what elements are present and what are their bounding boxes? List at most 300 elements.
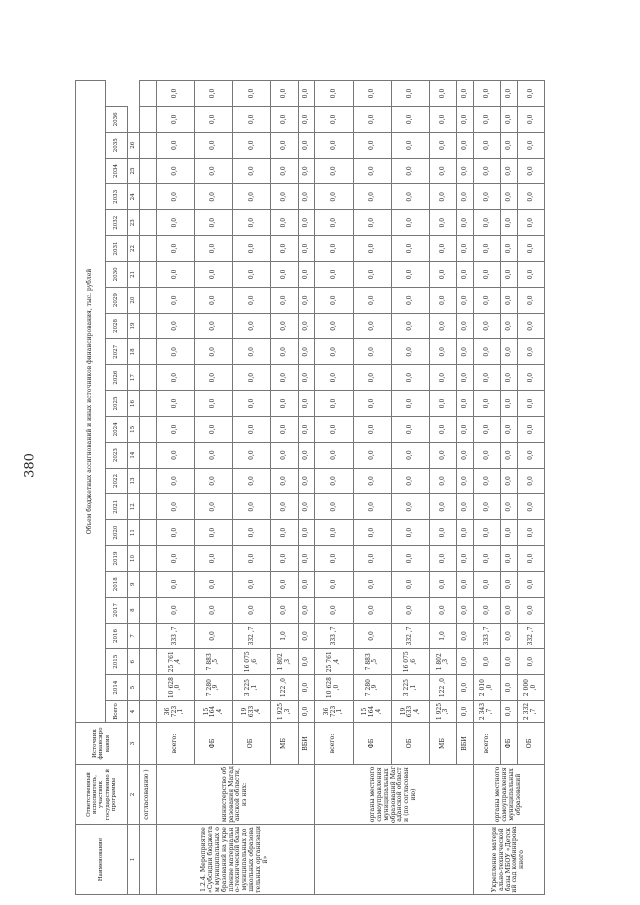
cell-source: ОБ — [517, 723, 544, 765]
cell-value: 0,0 — [473, 132, 500, 158]
cell-value: 0,0 — [315, 236, 353, 262]
cell-value: 0,0 — [430, 287, 457, 313]
header-year: 2029 — [106, 287, 128, 313]
cell-value — [140, 158, 157, 184]
cell-value: 332 ,7 — [233, 623, 271, 649]
cell-value — [140, 675, 157, 701]
cell-value: 122 ,0 — [430, 675, 457, 701]
cell-value: 0,0 — [391, 365, 429, 391]
cell-value: 0,0 — [194, 158, 232, 184]
cell-source: ВБИ — [457, 723, 474, 765]
cell-value: 0,0 — [457, 623, 474, 649]
cell-value: 0,0 — [517, 494, 544, 520]
cell-value — [140, 313, 157, 339]
cell-value: 0,0 — [391, 80, 429, 106]
cell-value: 0,0 — [517, 416, 544, 442]
header-source: Источник финансиро вания — [76, 723, 128, 765]
cell-value: 0,0 — [391, 132, 429, 158]
cell-value: 3 225 ,1 — [391, 675, 429, 701]
cell-value: 0,0 — [473, 339, 500, 365]
header-column-index: 25 — [128, 158, 140, 184]
cell-value: 0,0 — [233, 571, 271, 597]
cell-value: 0,0 — [501, 571, 518, 597]
cell-value: 0,0 — [156, 494, 194, 520]
cell-value: 0,0 — [233, 287, 271, 313]
cell-value: 0,0 — [271, 261, 298, 287]
header-column-index: 17 — [128, 365, 140, 391]
cell-total: 15 164 ,4 — [194, 701, 232, 723]
cell-value — [140, 416, 157, 442]
header-year: 2023 — [106, 442, 128, 468]
rotated-table-frame — [75, 55, 545, 895]
cell-value: 0,0 — [233, 80, 271, 106]
cell-value: 0,0 — [473, 158, 500, 184]
cell-value: 0,0 — [194, 287, 232, 313]
header-year: 2018 — [106, 571, 128, 597]
cell-value: 0,0 — [473, 546, 500, 572]
cell-value: 0,0 — [501, 184, 518, 210]
cell-value: 0,0 — [391, 287, 429, 313]
cell-value: 0,0 — [430, 313, 457, 339]
header-column-index: 2 — [128, 765, 140, 825]
cell-value: 333 ,7 — [473, 623, 500, 649]
cell-value: 0,0 — [298, 571, 315, 597]
cell-value: 0,0 — [501, 416, 518, 442]
cell-value: 2 010 ,0 — [473, 675, 500, 701]
cell-value: 1 802 ,3 — [271, 649, 298, 675]
cell-total: 0,0 — [298, 701, 315, 723]
cell-value: 0,0 — [233, 546, 271, 572]
cell-source: всего: — [315, 723, 353, 765]
header-year: 2016 — [106, 623, 128, 649]
header-column-index: 18 — [128, 339, 140, 365]
header-column-index: 6 — [128, 649, 140, 675]
header-year: 2036 — [106, 106, 128, 132]
cell-value: 0,0 — [457, 106, 474, 132]
cell-value: 0,0 — [391, 597, 429, 623]
cell-value: 0,0 — [194, 184, 232, 210]
cell-value: 0,0 — [315, 365, 353, 391]
cell-value: 0,0 — [457, 287, 474, 313]
cell-value: 0,0 — [156, 339, 194, 365]
cell-value — [140, 546, 157, 572]
header-column-index: 23 — [128, 210, 140, 236]
cell-value: 0,0 — [353, 391, 391, 417]
cell-value: 0,0 — [391, 494, 429, 520]
cell-source: всего: — [473, 723, 500, 765]
cell-value — [140, 210, 157, 236]
cell-value: 0,0 — [271, 132, 298, 158]
cell-value: 0,0 — [271, 571, 298, 597]
cell-value: 0,0 — [194, 571, 232, 597]
cell-value: 0,0 — [430, 546, 457, 572]
cell-value: 0,0 — [430, 520, 457, 546]
cell-value: 0,0 — [271, 416, 298, 442]
cell-value: 0,0 — [517, 339, 544, 365]
cell-value: 0,0 — [315, 132, 353, 158]
cell-value: 0,0 — [430, 391, 457, 417]
cell-value: 0,0 — [501, 520, 518, 546]
cell-value: 0,0 — [517, 442, 544, 468]
cell-value: 0,0 — [315, 546, 353, 572]
header-column-index: 1 — [128, 825, 140, 895]
cell-value: 0,0 — [501, 546, 518, 572]
cell-value: 0,0 — [156, 210, 194, 236]
cell-value: 0,0 — [194, 623, 232, 649]
cell-value: 0,0 — [501, 468, 518, 494]
cell-value: 0,0 — [271, 442, 298, 468]
cell-value: 10 628 ,0 — [315, 675, 353, 701]
header-column-index: 12 — [128, 494, 140, 520]
cell-value: 0,0 — [194, 546, 232, 572]
cell-value: 0,0 — [517, 106, 544, 132]
cell-value: 0,0 — [457, 339, 474, 365]
cell-value: 0,0 — [430, 416, 457, 442]
cell-value: 0,0 — [315, 287, 353, 313]
cell-value: 0,0 — [391, 261, 429, 287]
cell-value: 0,0 — [501, 236, 518, 262]
cell-value: 0,0 — [501, 494, 518, 520]
cell-total: 36 723 ,1 — [156, 701, 194, 723]
cell-value: 0,0 — [271, 468, 298, 494]
cell-value: 0,0 — [298, 416, 315, 442]
header-year: 2014 — [106, 675, 128, 701]
cell-value — [140, 261, 157, 287]
cell-total: 1 925 ,3 — [430, 701, 457, 723]
cell-source: ФБ — [194, 723, 232, 765]
cell-value: 0,0 — [457, 391, 474, 417]
cell-value: 0,0 — [353, 339, 391, 365]
cell-value — [140, 520, 157, 546]
cell-value: 0,0 — [298, 184, 315, 210]
cell-value: 0,0 — [353, 158, 391, 184]
cell-value: 0,0 — [391, 106, 429, 132]
cell-value: 0,0 — [473, 106, 500, 132]
cell-value — [140, 184, 157, 210]
cell-value: 0,0 — [457, 184, 474, 210]
header-year: 2020 — [106, 520, 128, 546]
cell-value: 0,0 — [271, 339, 298, 365]
cell-value: 0,0 — [473, 468, 500, 494]
cell-value: 0,0 — [315, 106, 353, 132]
cell-value: 0,0 — [271, 597, 298, 623]
cell-value: 0,0 — [315, 520, 353, 546]
cell-value: 0,0 — [156, 106, 194, 132]
cell-value: 0,0 — [501, 132, 518, 158]
cell-value: 0,0 — [457, 236, 474, 262]
cell-value: 0,0 — [501, 339, 518, 365]
cell-value: 0,0 — [391, 468, 429, 494]
header-column-index: 11 — [128, 520, 140, 546]
header-funding-title: Объем бюджетных ассигнований и иных источников финансирования, тыс. рублей — [76, 80, 106, 722]
cell-value: 16 075 ,6 — [391, 649, 429, 675]
cell-value: 0,0 — [233, 365, 271, 391]
header-year: 2034 — [106, 158, 128, 184]
cell-value: 0,0 — [501, 287, 518, 313]
cell-value: 0,0 — [315, 184, 353, 210]
cell-value: 0,0 — [517, 184, 544, 210]
cell-value: 0,0 — [473, 210, 500, 236]
cell-value: 0,0 — [233, 158, 271, 184]
cell-value: 0,0 — [501, 442, 518, 468]
cell-value: 0,0 — [501, 391, 518, 417]
cell-value: 0,0 — [194, 236, 232, 262]
cell-value: 0,0 — [233, 520, 271, 546]
cell-value: 0,0 — [194, 80, 232, 106]
cell-name: 1.2.4. Мероприятие «Субсидии бюджетам муниципальных образований на укрепление материально-технической базы муниципальных дошкольных образовательных организаций» — [156, 825, 315, 895]
cell-value — [140, 80, 157, 106]
cell-value: 0,0 — [517, 571, 544, 597]
cell-value — [140, 391, 157, 417]
cell-value: 0,0 — [391, 210, 429, 236]
cell-source — [140, 723, 157, 765]
cell-value: 0,0 — [298, 313, 315, 339]
cell-value — [140, 236, 157, 262]
cell-name — [315, 825, 474, 895]
cell-value: 0,0 — [233, 468, 271, 494]
cell-value: 0,0 — [298, 546, 315, 572]
cell-value: 0,0 — [156, 442, 194, 468]
cell-value: 0,0 — [501, 649, 518, 675]
cell-value: 0,0 — [271, 236, 298, 262]
header-column-index: 16 — [128, 391, 140, 417]
cell-value: 0,0 — [194, 132, 232, 158]
cell-value: 0,0 — [517, 80, 544, 106]
cell-name: Укрепление материально-технической базы МБОУ «Детский сад комбинированного — [473, 825, 544, 895]
cell-value: 0,0 — [353, 494, 391, 520]
cell-value: 0,0 — [233, 391, 271, 417]
cell-value: 1,0 — [271, 623, 298, 649]
cell-value: 0,0 — [298, 106, 315, 132]
cell-value: 0,0 — [298, 365, 315, 391]
header-name: Наименование — [76, 825, 128, 895]
cell-value: 0,0 — [473, 649, 500, 675]
cell-value: 0,0 — [501, 80, 518, 106]
cell-value: 0,0 — [517, 468, 544, 494]
cell-value: 0,0 — [156, 546, 194, 572]
cell-value: 0,0 — [194, 416, 232, 442]
cell-source: ФБ — [501, 723, 518, 765]
header-column-index: 26 — [128, 132, 140, 158]
header-column-index: 8 — [128, 597, 140, 623]
cell-value: 0,0 — [298, 210, 315, 236]
cell-total: 36 723 ,1 — [315, 701, 353, 723]
cell-value: 0,0 — [457, 313, 474, 339]
cell-value: 0,0 — [353, 520, 391, 546]
cell-value: 7 280 ,9 — [353, 675, 391, 701]
cell-value: 0,0 — [501, 365, 518, 391]
header-year: 2028 — [106, 313, 128, 339]
cell-value: 0,0 — [501, 106, 518, 132]
cell-value: 0,0 — [430, 442, 457, 468]
header-column-index: 10 — [128, 546, 140, 572]
cell-value: 0,0 — [353, 546, 391, 572]
cell-value: 16 075 ,6 — [233, 649, 271, 675]
cell-value: 0,0 — [156, 597, 194, 623]
cell-value: 0,0 — [457, 571, 474, 597]
cell-value: 0,0 — [457, 597, 474, 623]
cell-value: 1,0 — [430, 623, 457, 649]
cell-name — [140, 825, 157, 895]
cell-value: 122 ,0 — [271, 675, 298, 701]
cell-value: 0,0 — [156, 132, 194, 158]
cell-value: 0,0 — [156, 416, 194, 442]
cell-value — [140, 106, 157, 132]
cell-value: 0,0 — [271, 313, 298, 339]
cell-value: 0,0 — [457, 210, 474, 236]
cell-value: 0,0 — [233, 210, 271, 236]
cell-value — [140, 468, 157, 494]
cell-value: 0,0 — [315, 468, 353, 494]
cell-value: 0,0 — [517, 391, 544, 417]
header-column-index: 14 — [128, 442, 140, 468]
cell-value: 0,0 — [457, 442, 474, 468]
cell-value: 0,0 — [517, 261, 544, 287]
header-column-index: 4 — [128, 701, 140, 723]
header-year: 2019 — [106, 546, 128, 572]
cell-value: 0,0 — [391, 520, 429, 546]
cell-value: 0,0 — [430, 494, 457, 520]
cell-value: 0,0 — [298, 520, 315, 546]
cell-value: 0,0 — [298, 80, 315, 106]
cell-total: 19 633 ,4 — [233, 701, 271, 723]
cell-value: 0,0 — [194, 210, 232, 236]
cell-value: 0,0 — [315, 158, 353, 184]
cell-value: 332 ,7 — [517, 623, 544, 649]
cell-total: 0,0 — [501, 701, 518, 723]
cell-executor: министерство образования Магаданской области, из них: — [156, 765, 315, 825]
cell-value: 0,0 — [271, 494, 298, 520]
cell-executor: согласованию ) — [140, 765, 157, 825]
cell-value: 0,0 — [430, 132, 457, 158]
cell-value: 0,0 — [353, 571, 391, 597]
cell-value: 0,0 — [298, 132, 315, 158]
cell-value: 0,0 — [315, 261, 353, 287]
header-column-index: 24 — [128, 184, 140, 210]
cell-value: 0,0 — [298, 494, 315, 520]
cell-value: 7 883 ,5 — [353, 649, 391, 675]
cell-value: 0,0 — [271, 546, 298, 572]
cell-value: 0,0 — [298, 158, 315, 184]
cell-value — [140, 287, 157, 313]
cell-value: 0,0 — [233, 184, 271, 210]
cell-value: 0,0 — [315, 597, 353, 623]
cell-value: 0,0 — [156, 287, 194, 313]
cell-value: 0,0 — [271, 391, 298, 417]
header-year: 2024 — [106, 416, 128, 442]
header-column-index: 20 — [128, 287, 140, 313]
cell-value: 0,0 — [315, 442, 353, 468]
cell-value: 0,0 — [233, 236, 271, 262]
cell-value: 0,0 — [353, 106, 391, 132]
table-header — [76, 55, 140, 895]
cell-value: 0,0 — [430, 468, 457, 494]
cell-value: 0,0 — [298, 623, 315, 649]
cell-value: 25 761 ,4 — [156, 649, 194, 675]
cell-value: 0,0 — [473, 520, 500, 546]
table-row — [156, 55, 194, 895]
header-year: 2032 — [106, 210, 128, 236]
cell-value: 0,0 — [194, 494, 232, 520]
cell-total: 2 332 ,7 — [517, 701, 544, 723]
table-row — [315, 55, 353, 895]
cell-value: 0,0 — [298, 597, 315, 623]
cell-value: 0,0 — [430, 261, 457, 287]
cell-value: 0,0 — [156, 261, 194, 287]
cell-source: МБ — [430, 723, 457, 765]
cell-value: 0,0 — [298, 236, 315, 262]
cell-value: 0,0 — [194, 261, 232, 287]
cell-value: 0,0 — [271, 184, 298, 210]
cell-value — [140, 623, 157, 649]
cell-value: 0,0 — [353, 236, 391, 262]
cell-value: 0,0 — [353, 261, 391, 287]
cell-value: 0,0 — [457, 416, 474, 442]
cell-value: 0,0 — [156, 184, 194, 210]
cell-value: 0,0 — [430, 571, 457, 597]
cell-value: 0,0 — [473, 365, 500, 391]
cell-value: 25 761 ,4 — [315, 649, 353, 675]
cell-value — [140, 571, 157, 597]
table-row — [140, 55, 157, 895]
cell-total — [140, 701, 157, 723]
header-column-index: 3 — [128, 723, 140, 765]
cell-value: 0,0 — [315, 391, 353, 417]
cell-value: 0,0 — [391, 571, 429, 597]
cell-value: 0,0 — [271, 520, 298, 546]
cell-value: 0,0 — [233, 106, 271, 132]
cell-value: 0,0 — [391, 339, 429, 365]
cell-total: 1 925 ,3 — [271, 701, 298, 723]
header-year: 2026 — [106, 365, 128, 391]
cell-value: 0,0 — [517, 546, 544, 572]
cell-source: ОБ — [233, 723, 271, 765]
cell-value: 0,0 — [517, 520, 544, 546]
cell-value: 0,0 — [391, 546, 429, 572]
cell-value: 0,0 — [457, 520, 474, 546]
header-column-index: 9 — [128, 571, 140, 597]
cell-executor: органы местного самоуправления муниципальных образований Магаданской области (по согласованию) — [315, 765, 474, 825]
header-year: 2033 — [106, 184, 128, 210]
cell-value: 0,0 — [156, 365, 194, 391]
cell-value: 0,0 — [271, 80, 298, 106]
cell-value: 0,0 — [353, 597, 391, 623]
cell-value: 0,0 — [473, 494, 500, 520]
cell-value — [140, 442, 157, 468]
cell-value: 0,0 — [156, 468, 194, 494]
cell-value: 0,0 — [430, 597, 457, 623]
cell-value: 0,0 — [194, 520, 232, 546]
header-column-index: 5 — [128, 675, 140, 701]
cell-value: 0,0 — [501, 210, 518, 236]
cell-value: 0,0 — [457, 468, 474, 494]
cell-value: 0,0 — [430, 236, 457, 262]
cell-value — [140, 494, 157, 520]
header-index-row — [128, 55, 140, 895]
cell-value: 0,0 — [353, 468, 391, 494]
cell-value: 0,0 — [156, 313, 194, 339]
cell-value: 0,0 — [298, 468, 315, 494]
cell-value: 0,0 — [517, 210, 544, 236]
cell-value: 0,0 — [501, 597, 518, 623]
header-column-index: 22 — [128, 236, 140, 262]
cell-value: 0,0 — [233, 313, 271, 339]
cell-value: 0,0 — [353, 287, 391, 313]
cell-value: 0,0 — [353, 132, 391, 158]
cell-value: 0,0 — [457, 158, 474, 184]
header-column-index: 19 — [128, 313, 140, 339]
cell-value: 0,0 — [517, 158, 544, 184]
